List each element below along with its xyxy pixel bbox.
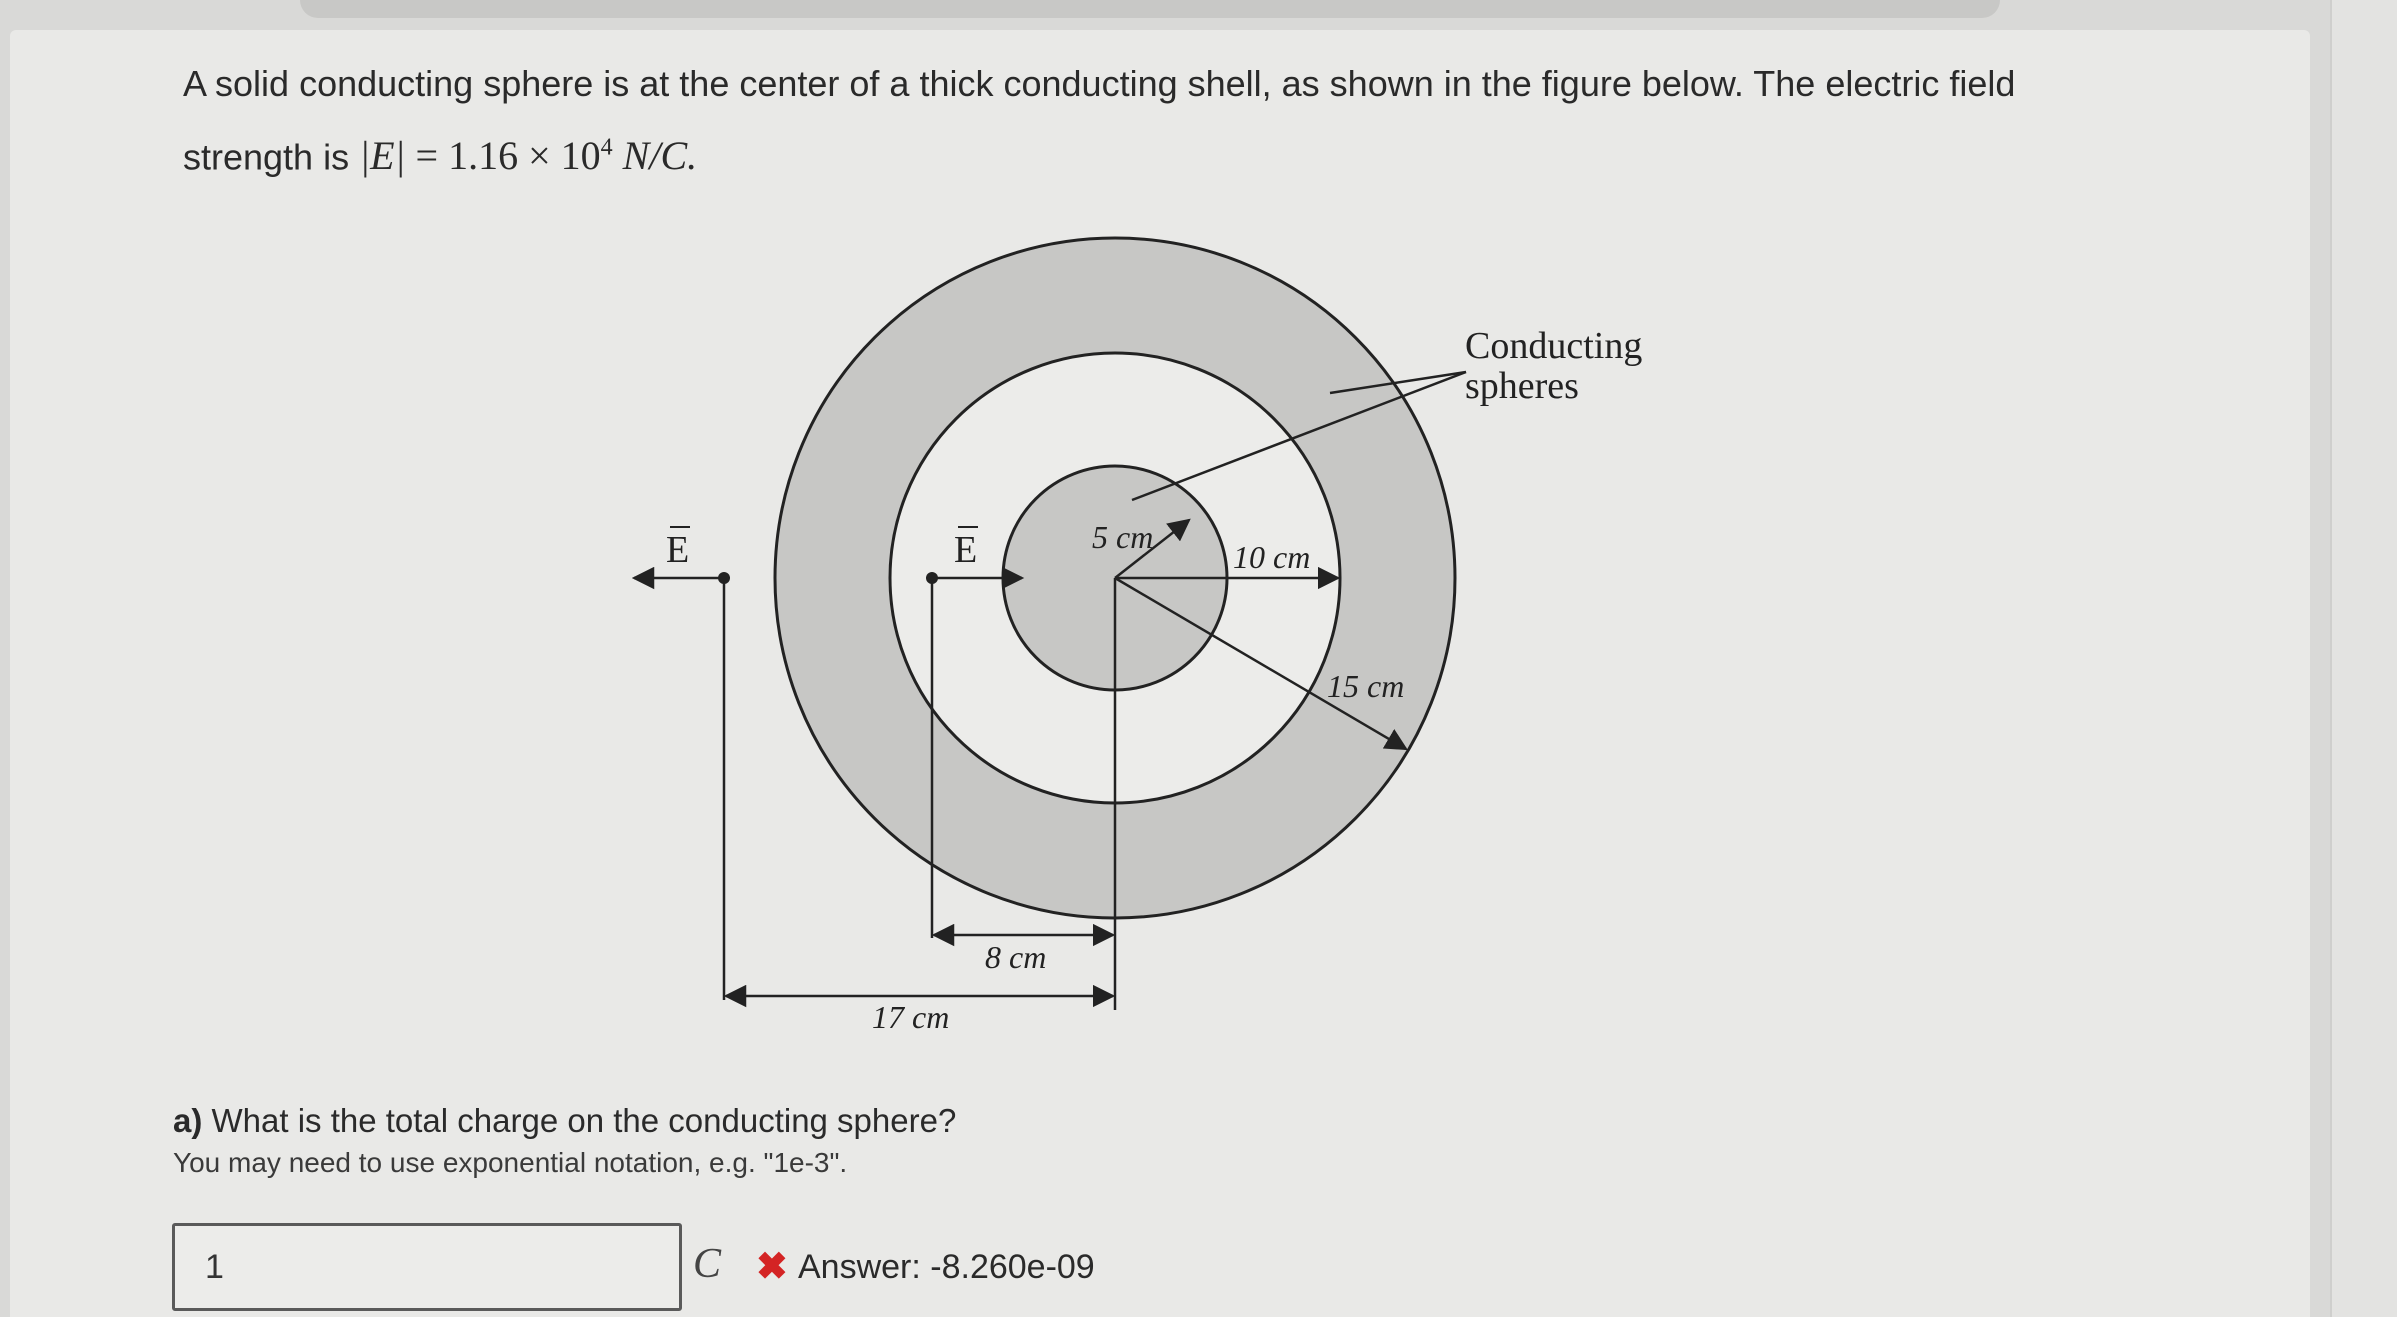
label-17cm: 17 cm <box>872 999 950 1035</box>
part-a-text: What is the total charge on the conducting sphere? <box>202 1102 957 1139</box>
field-unit: N/C. <box>612 133 698 179</box>
answer-unit: C <box>693 1241 722 1287</box>
label-10cm: 10 cm <box>1233 539 1311 575</box>
question-text <box>183 52 2143 189</box>
answer-input[interactable]: 1 <box>172 1223 682 1311</box>
times-ten: × 10 <box>518 133 601 179</box>
part-a-label: a) <box>173 1102 203 1139</box>
conducting-sphere-figure <box>600 210 1750 1050</box>
part-a-hint: You may need to use exponential notation, e.g. "1e-3". <box>173 1147 848 1178</box>
label-spheres: spheres <box>1465 365 1579 407</box>
label-8cm: 8 cm <box>985 939 1047 975</box>
question-text-before: A solid conducting sphere is at the center of a thick conducting shell, as shown in the figure below. The electric field strength is <box>183 63 2016 178</box>
page-right-edge <box>2330 0 2397 1317</box>
correct-answer-text: Answer: -8.260e-09 <box>798 1248 1095 1286</box>
field-value: 1.16 <box>448 133 519 179</box>
label-e-inner: E <box>954 529 978 571</box>
label-5cm: 5 cm <box>1092 519 1154 555</box>
label-15cm: 15 cm <box>1327 668 1405 704</box>
field-expression <box>359 133 697 178</box>
label-conducting: Conducting <box>1465 325 1643 367</box>
field-exponent: 4 <box>600 135 613 161</box>
part-a-question <box>173 1102 956 1140</box>
browser-top-bar <box>300 0 2000 18</box>
equals-sign: = <box>405 133 449 179</box>
field-symbol: |E| <box>359 133 406 179</box>
x-mark-icon: ✖ <box>756 1246 788 1288</box>
label-e-outer: E <box>666 529 690 571</box>
